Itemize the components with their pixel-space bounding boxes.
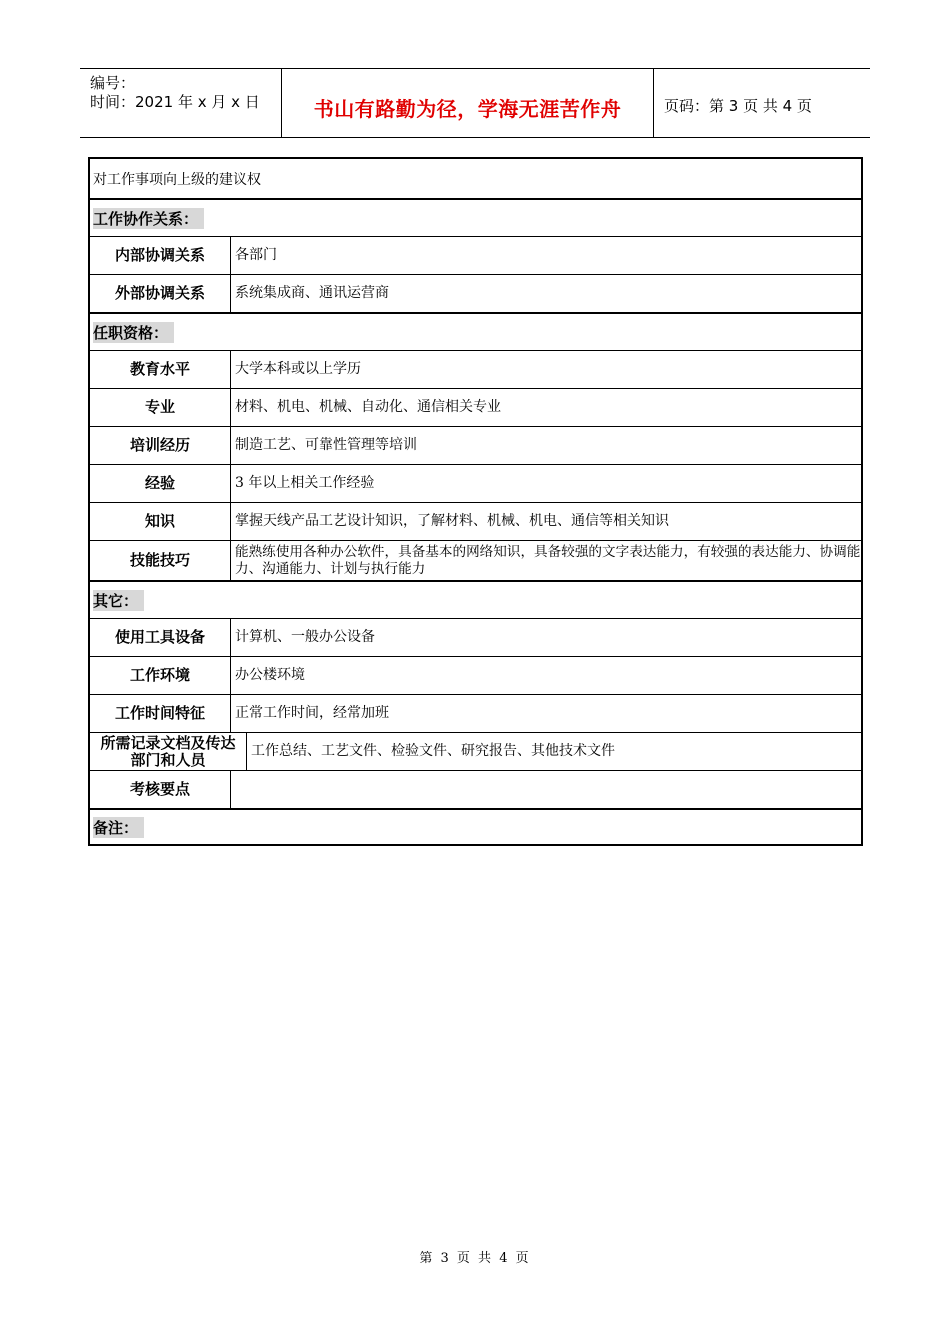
job-description-table [88, 157, 863, 846]
education-value: 大学本科或以上学历 [235, 361, 361, 377]
section-row [90, 580, 861, 618]
section-row [90, 808, 861, 844]
worktime-label: 工作时间特征 [90, 695, 231, 732]
internal-coordination-label: 内部协调关系 [90, 237, 231, 274]
section-cooperation-heading: 工作协作关系： [93, 208, 204, 229]
internal-coordination-value: 各部门 [235, 247, 277, 263]
external-coordination-value: 系统集成商、通讯运营商 [235, 285, 389, 301]
knowledge-label: 知识 [90, 503, 231, 540]
section-other-heading: 其它： [93, 590, 144, 611]
section-row [90, 198, 861, 236]
documents-value: 工作总结、工艺文件、检验文件、研究报告、其他技术文件 [251, 743, 615, 759]
major-value: 材料、机电、机械、自动化、通信相关专业 [235, 399, 501, 415]
header-page-number: 页码：第 3 页 共 4 页 [664, 97, 812, 115]
table-row [90, 464, 861, 502]
documents-label: 所需记录文档及传达部门和人员 [90, 733, 247, 770]
document-number: 编号： [90, 74, 136, 92]
knowledge-value: 掌握天线产品工艺设计知识，了解材料、机械、机电、通信等相关知识 [235, 513, 669, 529]
environment-label: 工作环境 [90, 657, 231, 694]
major-label: 专业 [90, 389, 231, 426]
table-row [90, 618, 861, 656]
table-row [90, 426, 861, 464]
section-remarks-heading: 备注： [93, 817, 144, 838]
page-footer: 第 3 页 共 4 页 [419, 1251, 531, 1266]
tools-value: 计算机、一般办公设备 [235, 629, 375, 645]
table-row [90, 656, 861, 694]
section-row [90, 312, 861, 350]
skills-label: 技能技巧 [90, 541, 231, 580]
header-info-cell [80, 69, 282, 137]
motto-text: 书山有路勤为径，学海无涯苦作舟 [313, 97, 622, 121]
document-header [80, 68, 870, 138]
table-row [90, 694, 861, 732]
skills-value: 能熟练使用各种办公软件，具备基本的网络知识，具备较强的文字表达能力，有较强的表达能力、协调能力、沟通能力、计划与执行能力 [235, 543, 861, 577]
table-row [90, 159, 861, 198]
external-coordination-label: 外部协调关系 [90, 275, 231, 312]
training-value: 制造工艺、可靠性管理等培训 [235, 437, 417, 453]
assessment-label: 考核要点 [90, 771, 231, 808]
header-page-cell [654, 69, 870, 137]
authority-text: 对工作事项向上级的建议权 [93, 171, 261, 188]
worktime-value: 正常工作时间，经常加班 [235, 705, 389, 721]
table-row [90, 274, 861, 312]
table-row [90, 770, 861, 808]
table-row [90, 388, 861, 426]
assessment-value [231, 771, 861, 808]
section-qualification-heading: 任职资格： [93, 322, 174, 343]
environment-value: 办公楼环境 [235, 667, 305, 683]
experience-value: 3 年以上相关工作经验 [235, 475, 375, 491]
training-label: 培训经历 [90, 427, 231, 464]
table-row [90, 236, 861, 274]
document-time: 时间：2021 年 x 月 x 日 [90, 93, 260, 111]
table-row [90, 540, 861, 580]
table-row [90, 350, 861, 388]
education-label: 教育水平 [90, 351, 231, 388]
tools-label: 使用工具设备 [90, 619, 231, 656]
table-row [90, 732, 861, 770]
header-motto-cell [282, 69, 654, 137]
table-row [90, 502, 861, 540]
experience-label: 经验 [90, 465, 231, 502]
